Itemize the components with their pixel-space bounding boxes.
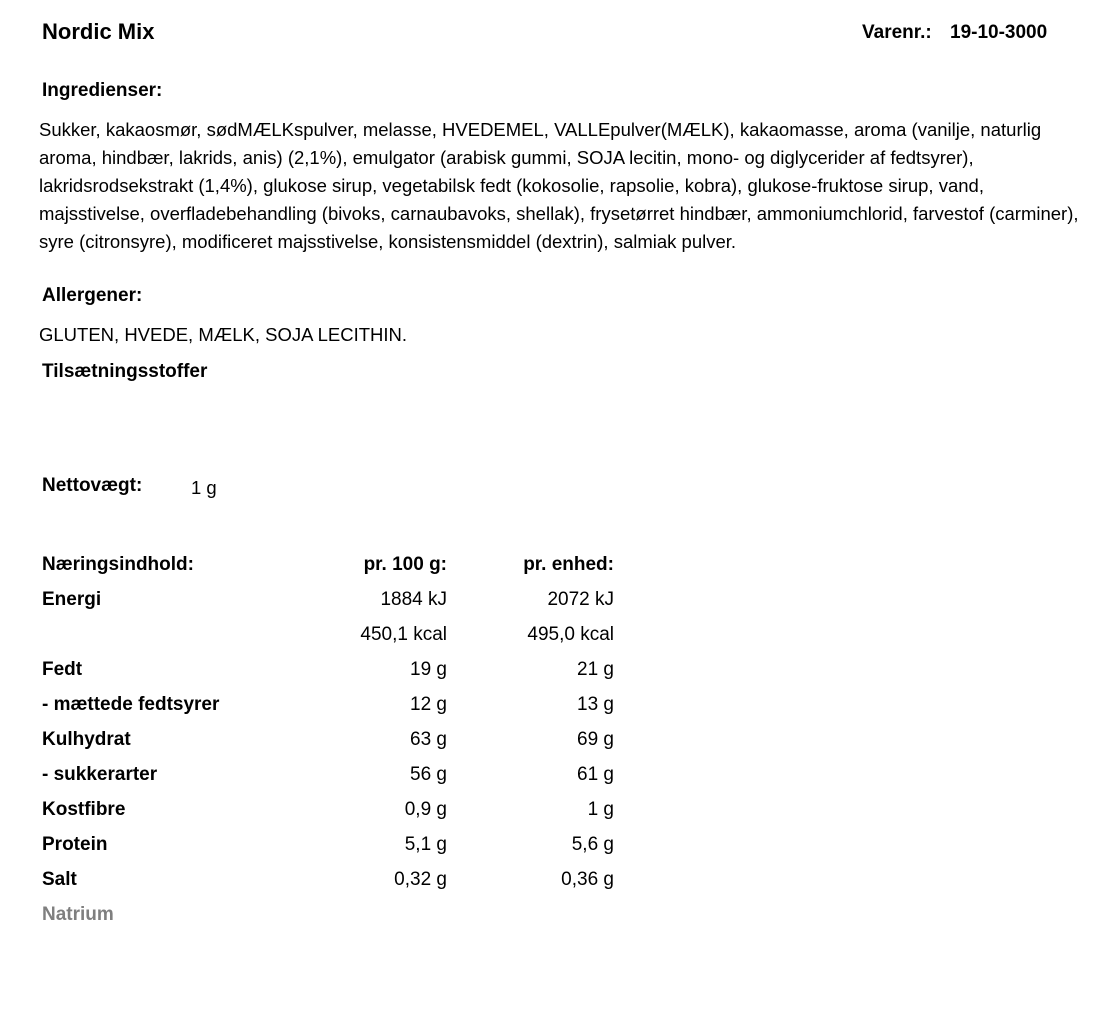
nutrition-row xyxy=(42,828,614,863)
additives-heading: Tilsætningsstoffer xyxy=(42,361,208,382)
allergens-text: GLUTEN, HVEDE, MÆLK, SOJA LECITHIN. xyxy=(39,324,408,345)
nutrition-row xyxy=(42,722,614,757)
nutrition-row-per100: 1884 kJ xyxy=(380,588,447,610)
nutrition-row-per100: 0,32 g xyxy=(394,869,447,891)
nutrition-row xyxy=(42,687,614,722)
nutrition-row-per-unit: 13 g xyxy=(577,693,614,715)
nutrition-row-name: Natrium xyxy=(42,904,114,926)
nutrition-row-per-unit: 61 g xyxy=(577,764,614,786)
nutrition-row-name: Energi xyxy=(42,588,102,610)
nutrition-row xyxy=(42,898,614,933)
nutrition-row-name: Kulhydrat xyxy=(42,729,131,751)
nutrition-row-per-unit: 1 g xyxy=(587,799,614,821)
item-number-value: 19-10-3000 xyxy=(950,22,1048,43)
net-weight-label: Nettovægt: xyxy=(42,475,143,496)
nutrition-row-name: - sukkerarter xyxy=(42,764,158,786)
nutrition-row-name: Salt xyxy=(42,869,77,891)
ingredients-text: Sukker, kakaosmør, sødMÆLKspulver, melasse, HVEDEMEL, VALLEpulver(MÆLK), kakaomasse, aroma (vanilje, naturlig aroma, hindbær, lakrids, anis) (2,1%), emulgator (arabisk gummi, SOJA lecitin, mono- og diglycerider af fedtsyrer), lakridsrodsekstrakt (1,4%), glukose sirup, vegetabilsk fedt (kokosolie, rapsolie, kobra), glukose-fruktose sirup, vand, majsstivelse, overfladebehandling (bivoks, carnaubavoks, shellak), frysetørret hindbær, ammoniumchlorid, farvestof (carminer), syre (citronsyre), modificeret majsstivelse, konsistensmiddel (dextrin), salmiak pulver. xyxy=(39,119,1079,252)
nutrition-row-name xyxy=(42,617,292,652)
item-number-label: Varenr.: xyxy=(862,22,932,43)
nutrition-header-per-unit: pr. enhed: xyxy=(523,553,614,575)
nutrition-row-name: - mættede fedtsyrer xyxy=(42,693,220,715)
item-number xyxy=(862,22,1047,44)
nutrition-row-per100: 19 g xyxy=(410,658,447,680)
nutrition-row xyxy=(42,793,614,828)
net-weight-value: 1 g xyxy=(191,477,217,498)
nutrition-header-per100: pr. 100 g: xyxy=(363,553,447,575)
nutrition-row-per100: 5,1 g xyxy=(404,834,447,856)
nutrition-row xyxy=(42,582,614,617)
nutrition-row-per100: 0,9 g xyxy=(404,799,447,821)
nutrition-row-name: Kostfibre xyxy=(42,799,126,821)
nutrition-row-per-unit: 69 g xyxy=(577,729,614,751)
nutrition-row-per100: 63 g xyxy=(410,729,447,751)
nutrition-header-name: Næringsindhold: xyxy=(42,553,194,575)
nutrition-row xyxy=(42,863,614,898)
nutrition-row-per-unit: 5,6 g xyxy=(571,834,614,856)
nutrition-row-name: Protein xyxy=(42,834,108,856)
nutrition-row xyxy=(42,758,614,793)
nutrition-row-per-unit: 2072 kJ xyxy=(547,588,614,610)
nutrition-table xyxy=(42,547,614,933)
nutrition-row-per-unit xyxy=(447,898,614,933)
nutrition-row-per100: 450,1 kcal xyxy=(360,623,447,645)
nutrition-row xyxy=(42,652,614,687)
nutrition-row-per100 xyxy=(292,898,447,933)
nutrition-row xyxy=(42,617,614,652)
nutrition-header-row xyxy=(42,547,614,582)
nutrition-row-per100: 12 g xyxy=(410,693,447,715)
ingredients-heading: Ingredienser: xyxy=(42,80,163,101)
nutrition-row-name: Fedt xyxy=(42,658,83,680)
allergens-heading: Allergener: xyxy=(42,285,143,306)
nutrition-row-per-unit: 0,36 g xyxy=(561,869,614,891)
nutrition-row-per-unit: 495,0 kcal xyxy=(527,623,614,645)
nutrition-row-per100: 56 g xyxy=(410,764,447,786)
nutrition-row-per-unit: 21 g xyxy=(577,658,614,680)
product-title: Nordic Mix xyxy=(42,19,155,44)
